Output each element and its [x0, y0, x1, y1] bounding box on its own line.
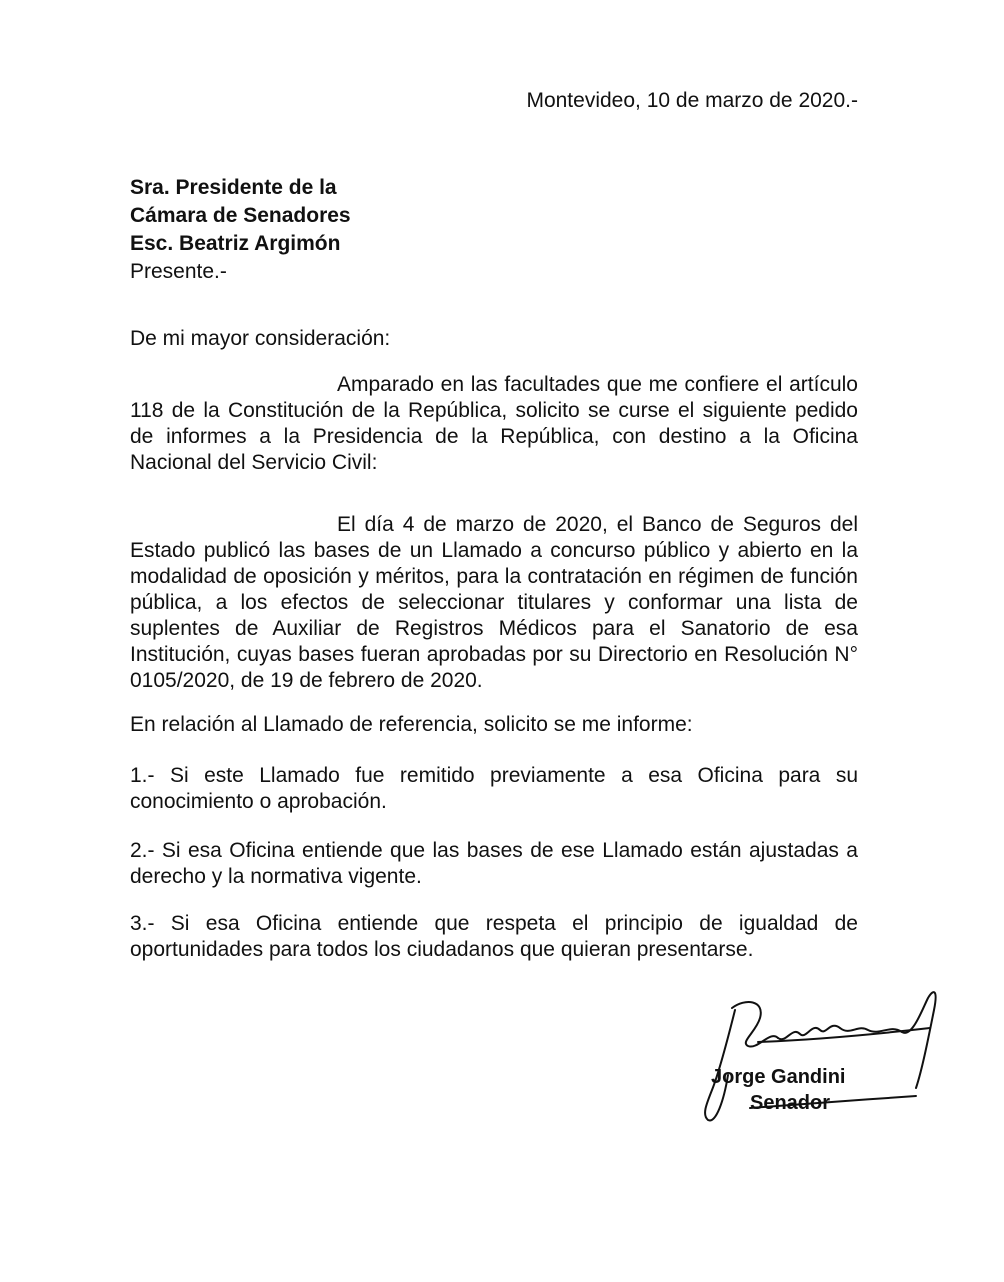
addressee-title: Sra. Presidente de la — [130, 176, 337, 199]
question-1: 1.- Si este Llamado fue remitido previamente a esa Oficina para su conocimiento o aprobación. — [130, 764, 858, 813]
addressee-name: Esc. Beatriz Argimón — [130, 232, 341, 255]
paragraph-request: Amparado en las facultades que me confiere el artículo 118 de la Constitución de la República, solicito se curse el siguiente pedido de informes a la Presidencia de la República, con destino a la Oficina Nacional del Servicio Civil: — [130, 373, 858, 474]
addressee-block — [130, 174, 351, 286]
signature-block — [690, 980, 950, 1130]
addressee-chamber: Cámara de Senadores — [130, 204, 351, 227]
addressee-presente: Presente.- — [130, 260, 227, 283]
signature-name: Jorge Gandini — [711, 1066, 846, 1088]
signature-title: Senador — [750, 1092, 831, 1114]
paragraph-intro-questions: En relación al Llamado de referencia, solicito se me informe: — [130, 713, 693, 736]
paragraph-background: El día 4 de marzo de 2020, el Banco de Seguros del Estado publicó las bases de un Llamado a concurso público y abierto en la modalidad de oposición y méritos, para la contratación en régimen de función pública, a los efectos de seleccionar titulares y conformar una lista de suplentes de Auxiliar de Registros Médicos para el Sanatorio de esa Institución, cuyas bases fueran aprobadas por su Directorio en Resolución N° 0105/2020, de 19 de febrero de 2020. — [130, 513, 858, 692]
question-3: 3.- Si esa Oficina entiende que respeta el principio de igualdad de oportunidades para todos los ciudadanos que quieran presentarse. — [130, 912, 858, 961]
date-line: Montevideo, 10 de marzo de 2020.- — [526, 89, 858, 112]
greeting: De mi mayor consideración: — [130, 327, 391, 350]
question-2: 2.- Si esa Oficina entiende que las bases de ese Llamado están ajustadas a derecho y la normativa vigente. — [130, 839, 858, 888]
